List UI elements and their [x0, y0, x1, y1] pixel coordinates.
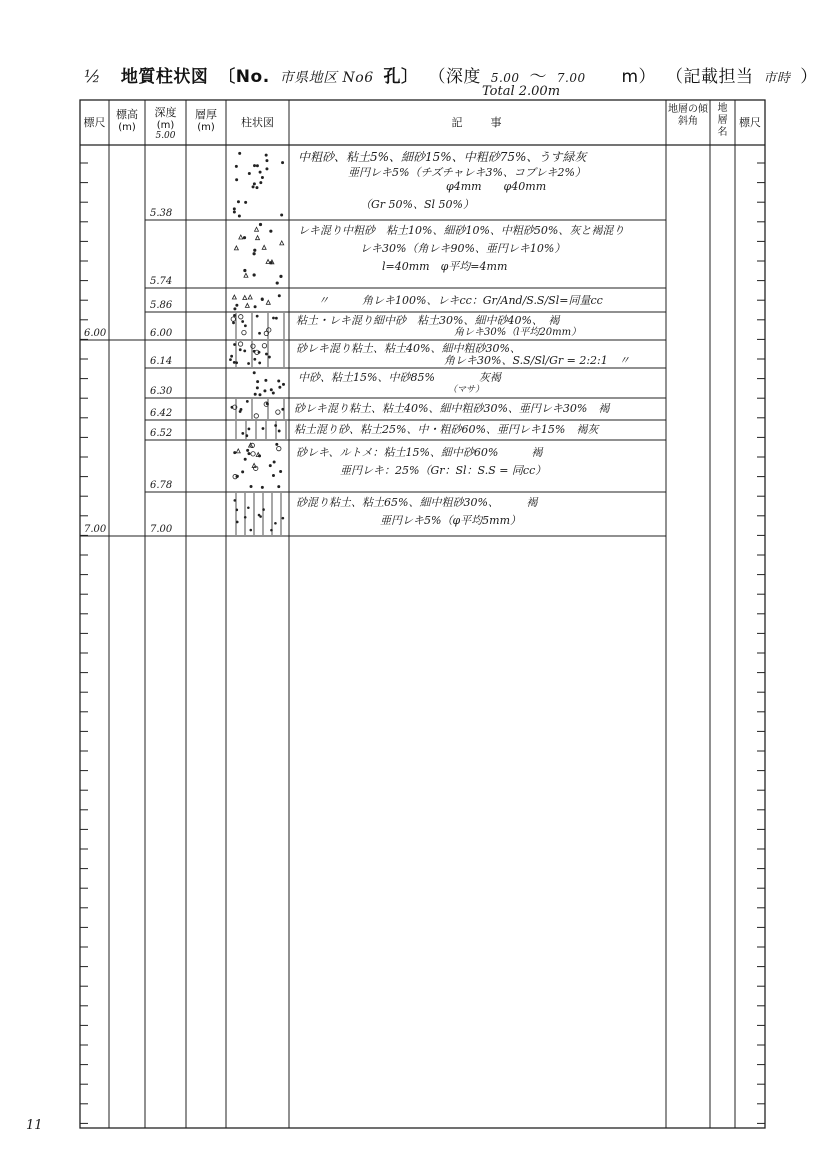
col-depth-unit: (m) — [156, 120, 175, 131]
col-thickness-label: 層厚 — [195, 108, 217, 121]
depth-separator: 〜 — [529, 67, 547, 87]
recorder-name: 市時 — [763, 71, 791, 86]
description-line: レキ混り中粗砂 粘土10%、細砂10%、中粗砂50%、灰と褐混り — [298, 224, 625, 237]
depth-label: 6.00 — [150, 328, 173, 339]
description-line: 〃 角レキ100%、レキcc：Gr/And/S.S/Sl=同量cc — [318, 294, 603, 307]
hole-name: 市県地区 No6 — [279, 70, 374, 86]
description-line: 砂レキ、ルトメ：粘土15%、細中砂60% 褐 — [296, 446, 543, 459]
description-line: 角レキ30%、S.S/Sl/Gr = 2:2:1 〃 — [444, 354, 630, 367]
description-line: l=40mm φ平均=4mm — [382, 260, 508, 273]
description-line: （マサ） — [448, 385, 485, 395]
layer-description — [318, 294, 603, 308]
layer-description — [294, 423, 598, 437]
layer-description — [298, 150, 586, 212]
description-line: 粘土・レキ混り細中砂 粘土30%、細中砂40%、 褐 — [296, 314, 560, 327]
col-depth-header — [145, 106, 186, 141]
hole-bracket-open: 〔No. — [218, 67, 270, 87]
description-line: 砂レキ混り粘土、粘土40%、細中粗砂30%、 — [296, 342, 521, 355]
depth-label: 5.38 — [150, 208, 173, 219]
col-scale-header: 標尺 — [83, 116, 106, 129]
depth-label: 6.52 — [150, 428, 173, 439]
description-line: 亜円レキ5%（φ平均5mm） — [380, 514, 522, 527]
depth-from: 5.00 — [490, 71, 520, 85]
description-line: φ4mm φ40mm — [446, 180, 547, 193]
recorder-close: ） — [800, 67, 818, 87]
depth-unit: m） — [621, 67, 657, 87]
footer-mark: 11 — [26, 1118, 43, 1133]
col-column-header: 柱状図 — [241, 116, 274, 129]
depth-label: （深度 — [428, 67, 481, 87]
layer-description — [298, 372, 501, 396]
layer-description — [296, 446, 546, 478]
col-elevation-header — [109, 108, 145, 134]
scale-label-6m: 6.00 — [84, 328, 107, 339]
layer-description — [294, 402, 609, 416]
col-description-header: 記 事 — [451, 116, 504, 129]
col-elevation-unit: (m) — [118, 122, 136, 133]
description-line: 中粗砂、粘土5%、細砂15%、中粗砂75%、うす緑灰 — [298, 150, 587, 164]
layer-description — [296, 315, 581, 339]
col-thickness-header — [186, 108, 226, 134]
sheet-number: ½ — [84, 67, 101, 87]
description-line: （Gr 50%、Sl 50%） — [360, 198, 474, 211]
col-elevation-label: 標高 — [116, 108, 138, 121]
layer-description — [296, 343, 630, 367]
recorder-label: （記載担当 — [665, 67, 754, 87]
scale-label-7m: 7.00 — [84, 524, 107, 535]
layer-description — [298, 224, 624, 274]
depth-label: 7.00 — [150, 524, 173, 535]
depth-label: 5.74 — [150, 276, 173, 287]
depth-to: 7.00 — [556, 71, 586, 85]
col-thickness-unit: (m) — [197, 122, 215, 133]
layer-description — [296, 496, 537, 528]
col-scale-right-header: 標尺 — [739, 116, 761, 129]
col-depth-start: 5.00 — [155, 131, 176, 141]
depth-label: 6.42 — [150, 408, 173, 419]
description-line: 砂混り粘土、粘土65%、細中粗砂30%、 褐 — [296, 496, 538, 509]
depth-label: 6.30 — [150, 386, 173, 397]
description-line: 亜円レキ5%（チズチャレキ3%、コブレキ2%） — [348, 166, 586, 179]
description-line: 粘土混り砂、粘土25%、中・粗砂60%、亜円レキ15% 褐灰 — [294, 423, 599, 436]
col-stratum-header: 地層名 — [717, 103, 728, 138]
hole-suffix: 孔〕 — [383, 67, 419, 87]
description-line: 亜円レキ：25%（Gr：Sl：S.S = 同cc） — [340, 464, 547, 477]
col-dip-header: 地層の傾斜角 — [668, 104, 708, 127]
description-line: 角レキ30%（l平均20mm） — [454, 327, 582, 338]
description-line: レキ30%（角レキ90%、亜円レキ10%） — [360, 242, 566, 255]
depth-label: 5.86 — [150, 300, 173, 311]
total-depth: Total 2.00m — [482, 84, 561, 99]
document-title: 地質柱状図 — [120, 67, 209, 87]
col-depth-label: 深度 — [154, 106, 177, 119]
description-line: 中砂、粘土15%、中砂85% 灰褐 — [298, 371, 501, 384]
depth-label: 6.78 — [150, 480, 173, 491]
description-line: 砂レキ混り粘土、粘土40%、細中粗砂30%、亜円レキ30% 褐 — [294, 402, 610, 415]
depth-label: 6.14 — [150, 356, 173, 367]
